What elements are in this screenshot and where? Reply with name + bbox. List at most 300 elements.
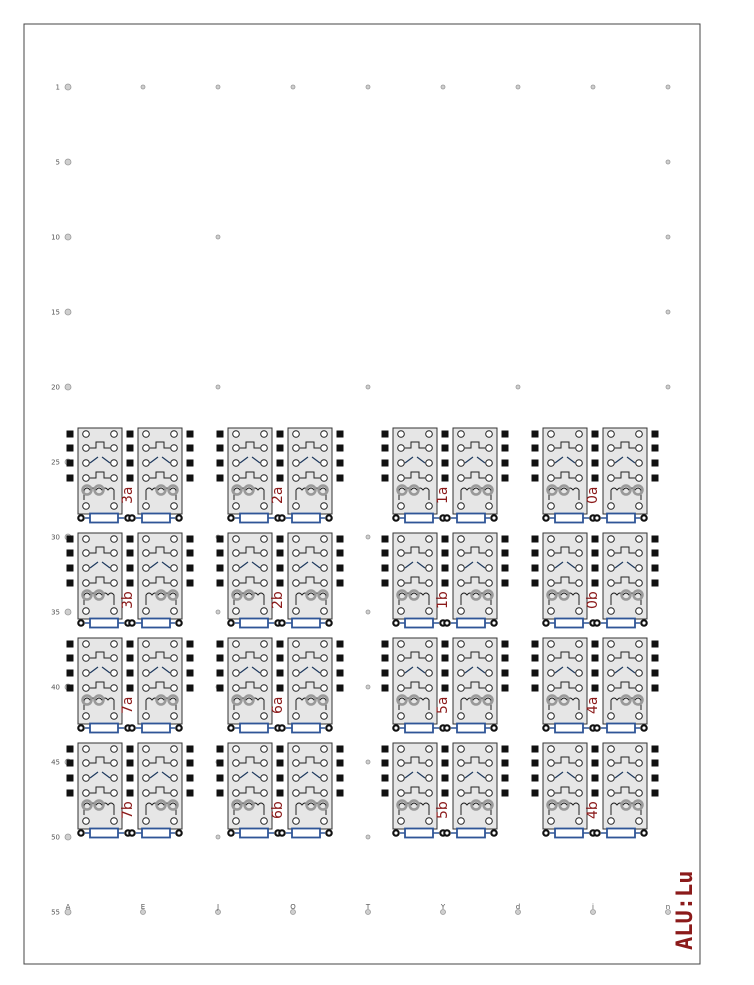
bit-label: 5a [435,696,451,714]
ring-hole [327,726,330,729]
bit-label: 2a [270,486,286,504]
bit-label: 3b [120,591,136,609]
relay-contact [548,503,555,510]
bit-label: 4b [585,801,601,819]
relay-contact [143,460,150,467]
relay-contact [486,713,493,720]
relay-contact [636,685,643,692]
pad [442,460,449,467]
relay-contact [233,431,240,438]
pad [532,536,539,543]
pad [67,565,74,572]
grid-hole [366,685,370,689]
relay-contact [636,580,643,587]
pad [442,565,449,572]
relay-contact [608,580,615,587]
relay-contact [321,775,328,782]
pad [502,580,509,587]
relay-contact [143,760,150,767]
relay-contact [111,670,118,677]
relay-contact [398,655,405,662]
relay-contact [171,565,178,572]
relay-contact [636,760,643,767]
relay-contact [548,550,555,557]
relay-contact [576,503,583,510]
relay-body [453,533,497,619]
relay-contact [398,670,405,677]
relay-contact [398,608,405,615]
column-label: J [216,903,220,911]
relay-contact [233,760,240,767]
relay-contact [486,670,493,677]
relay-contact [143,775,150,782]
relay-contact [398,550,405,557]
resistor [405,724,433,733]
ring-hole [394,621,397,624]
pad [592,536,599,543]
relay-contact [83,746,90,753]
pad [277,580,284,587]
relay-body [393,638,437,724]
row-label: 45 [51,758,60,767]
relay-contact [233,475,240,482]
relay-body [228,428,272,514]
ring-hole [130,621,133,624]
pad [382,475,389,482]
relay-contact [486,775,493,782]
pad [592,550,599,557]
ring-hole [642,621,645,624]
pad [532,565,539,572]
row-label: 55 [51,908,60,917]
resistor [292,829,320,838]
pad [67,460,74,467]
relay-contact [426,503,433,510]
pad [277,685,284,692]
pad [217,475,224,482]
relay-contact [111,641,118,648]
bit-label: 5b [435,801,451,819]
relay-body [393,743,437,829]
bit-label: 3a [120,486,136,504]
relay-contact [426,685,433,692]
relay-contact [486,431,493,438]
pad [382,565,389,572]
pad [442,580,449,587]
pad [652,760,659,767]
ring-hole [492,621,495,624]
relay-contact [293,685,300,692]
pad [67,475,74,482]
relay-contact [171,760,178,767]
resistor [555,724,583,733]
relay-body [138,743,182,829]
relay-contact [636,475,643,482]
relay-contact [293,746,300,753]
relay-contact [321,565,328,572]
pad [592,580,599,587]
pad [217,580,224,587]
relay-contact [458,746,465,753]
pad [217,445,224,452]
relay-contact [426,445,433,452]
relay-contact [321,580,328,587]
relay-body [228,533,272,619]
relay-contact [321,641,328,648]
relay-body [543,428,587,514]
relay-body [453,638,497,724]
relay-contact [576,685,583,692]
pad [442,775,449,782]
grid-hole [65,384,71,390]
relay-body [288,533,332,619]
relay-contact [143,641,150,648]
relay-contact [458,608,465,615]
relay-contact [426,460,433,467]
relay-contact [398,503,405,510]
relay-contact [111,475,118,482]
pad [532,460,539,467]
relay-contact [321,760,328,767]
relay-contact [548,608,555,615]
relay-contact [111,818,118,825]
relay-contact [321,503,328,510]
relay-contact [261,431,268,438]
relay-contact [143,580,150,587]
ring-hole [595,516,598,519]
relay-contact [576,550,583,557]
relay-contact [321,655,328,662]
resistor [240,514,268,523]
ring-hole [492,726,495,729]
relay-contact [171,536,178,543]
relay-contact [293,503,300,510]
pad [277,550,284,557]
resistor [457,829,485,838]
relay-body [78,638,122,724]
relay-contact [171,431,178,438]
pad [592,475,599,482]
relay-contact [458,565,465,572]
pad [67,445,74,452]
resistor [142,724,170,733]
relay-contact [458,431,465,438]
pad [532,580,539,587]
resistor [292,619,320,628]
pad [337,670,344,677]
grid-hole [216,385,220,389]
relay-contact [576,460,583,467]
pad [127,475,134,482]
relay-contact [636,608,643,615]
grid-hole [141,85,145,89]
pad [127,641,134,648]
ring-hole [130,726,133,729]
grid-hole [366,385,370,389]
pad [502,431,509,438]
relay-contact [608,655,615,662]
pad [187,536,194,543]
relay-contact [458,775,465,782]
relay-contact [83,580,90,587]
relay-contact [576,790,583,797]
relay-contact [398,685,405,692]
relay-contact [293,565,300,572]
pad [532,641,539,648]
pad [277,475,284,482]
relay-contact [636,460,643,467]
pad [502,790,509,797]
ring-hole [445,516,448,519]
pad [592,641,599,648]
pad [217,790,224,797]
relay-contact [233,503,240,510]
relay-contact [398,790,405,797]
relay-contact [83,445,90,452]
pad [502,536,509,543]
grid-hole [65,309,71,315]
relay-contact [548,685,555,692]
relay-contact [458,536,465,543]
relay-contact [171,775,178,782]
relay-contact [293,445,300,452]
pad [187,550,194,557]
pad [127,655,134,662]
relay-contact [458,550,465,557]
relay-contact [608,475,615,482]
relay-contact [458,655,465,662]
relay-contact [261,685,268,692]
grid-hole [65,159,71,165]
ring-hole [492,831,495,834]
bit-label: 7a [120,696,136,714]
bit-label: 1b [435,591,451,609]
relay-contact [321,460,328,467]
relay-contact [83,775,90,782]
relay-contact [171,790,178,797]
diagram-title: ALU:Lu [673,870,698,950]
ring-hole [394,831,397,834]
resistor [457,619,485,628]
pad [337,536,344,543]
relay-contact [486,565,493,572]
relay-body [138,638,182,724]
relay-contact [486,655,493,662]
relay-contact [576,608,583,615]
relay-body [543,533,587,619]
relay-contact [261,475,268,482]
relay-contact [293,431,300,438]
relay-contact [636,536,643,543]
pad [67,641,74,648]
relay-contact [143,685,150,692]
pad [532,550,539,557]
bit-label: 0b [585,591,601,609]
relay-contact [576,760,583,767]
pad [127,685,134,692]
ring-hole [544,621,547,624]
pad [217,760,224,767]
relay-contact [111,431,118,438]
resistor [405,514,433,523]
column-label: i [592,903,594,911]
relay-contact [321,670,328,677]
relay-body [543,638,587,724]
relay-contact [458,641,465,648]
resistor [240,829,268,838]
relay-contact [486,760,493,767]
relay-contact [233,460,240,467]
relay-contact [486,818,493,825]
pad [442,431,449,438]
relay-contact [398,565,405,572]
relay-contact [83,641,90,648]
column-label: Y [440,903,446,911]
relay-contact [636,550,643,557]
pad [277,790,284,797]
relay-body [138,533,182,619]
pad [532,775,539,782]
row-label: 40 [51,683,60,692]
relay-contact [576,565,583,572]
pad [592,445,599,452]
pad [442,445,449,452]
relay-contact [261,445,268,452]
grid-hole [666,235,670,239]
resistor [142,829,170,838]
relay-contact [548,818,555,825]
ring-hole [280,516,283,519]
relay-contact [143,431,150,438]
pad [67,580,74,587]
relay-contact [171,475,178,482]
relay-contact [143,713,150,720]
relay-contact [293,655,300,662]
relay-body [228,638,272,724]
relay-contact [426,431,433,438]
resistor [90,514,118,523]
relay-contact [636,641,643,648]
relay-contact [426,790,433,797]
relay-body [603,638,647,724]
relay-contact [576,713,583,720]
relay-contact [576,746,583,753]
pad [592,746,599,753]
relay-contact [321,431,328,438]
resistor [142,619,170,628]
relay-contact [426,670,433,677]
grid-hole [216,835,220,839]
relay-contact [458,445,465,452]
relay-contact [111,460,118,467]
relay-contact [83,685,90,692]
pad [592,565,599,572]
relay-contact [486,608,493,615]
ring-hole [445,726,448,729]
relay-contact [486,685,493,692]
relay-contact [233,670,240,677]
relay-contact [143,475,150,482]
ring-hole [544,726,547,729]
relay-contact [636,670,643,677]
pad [337,565,344,572]
relay-contact [458,685,465,692]
ring-hole [327,516,330,519]
relay-contact [143,670,150,677]
relay-body [288,638,332,724]
relay-contact [321,475,328,482]
pad [652,431,659,438]
relay-contact [398,713,405,720]
resistor [457,514,485,523]
relay-contact [576,818,583,825]
relay-contact [426,713,433,720]
relay-contact [398,460,405,467]
resistor [457,724,485,733]
relay-contact [486,503,493,510]
relay-contact [548,460,555,467]
relay-contact [83,503,90,510]
relay-contact [576,536,583,543]
pad [532,746,539,753]
pad [67,775,74,782]
relay-contact [321,550,328,557]
pad [277,460,284,467]
pad [442,685,449,692]
relay-contact [261,775,268,782]
relay-contact [486,475,493,482]
pad [502,746,509,753]
relay-contact [171,670,178,677]
relay-contact [426,580,433,587]
relay-contact [233,713,240,720]
pad [187,760,194,767]
pad [502,460,509,467]
relay-contact [548,431,555,438]
relay-contact [636,503,643,510]
pad [382,445,389,452]
pad [217,670,224,677]
relay-contact [293,670,300,677]
pad [187,655,194,662]
pad [127,445,134,452]
relay-contact [548,655,555,662]
column-label: n [665,903,671,911]
relay-contact [83,565,90,572]
ring-hole [327,831,330,834]
relay-contact [171,608,178,615]
relay-contact [398,746,405,753]
pad [442,655,449,662]
pad [127,790,134,797]
grid-hole [516,385,520,389]
pad [442,746,449,753]
relay-body [288,428,332,514]
relay-contact [398,445,405,452]
grid-hole [366,835,370,839]
relay-contact [608,550,615,557]
bit-label: 2b [270,591,286,609]
pad [442,760,449,767]
relay-body [393,428,437,514]
ring-hole [280,726,283,729]
pad [337,655,344,662]
pad [532,760,539,767]
relay-contact [398,760,405,767]
grid-hole [65,609,71,615]
relay-contact [293,475,300,482]
relay-contact [143,445,150,452]
